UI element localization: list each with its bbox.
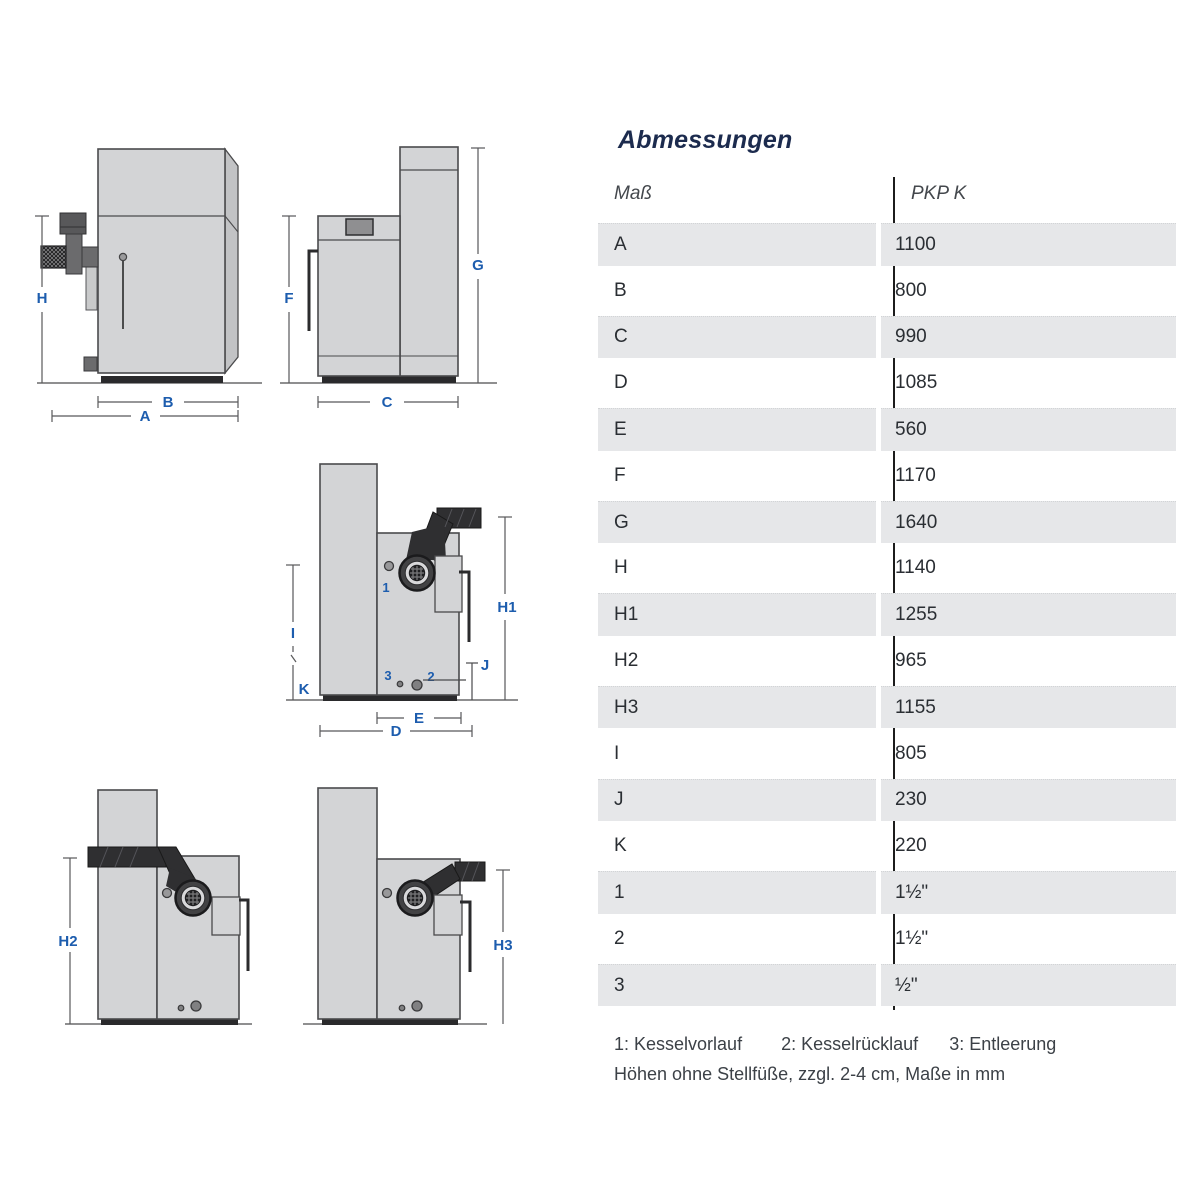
dim-label-h: H xyxy=(36,290,48,307)
table-row xyxy=(598,640,1192,686)
dimension-letter-cell: H xyxy=(614,557,628,579)
dimension-letter-cell: 1 xyxy=(598,871,876,914)
side-view-drawing xyxy=(280,147,497,411)
front-view-drawing xyxy=(35,149,262,425)
dim-label-h3: H3 xyxy=(493,937,513,954)
dimension-value-cell: 1640 xyxy=(881,501,1176,544)
dimension-letter-cell: 2 xyxy=(614,927,625,949)
fan-blower xyxy=(398,881,433,916)
dim-label-b: B xyxy=(162,394,174,411)
dim-label-d: D xyxy=(390,723,402,740)
dimension-value-cell: 965 xyxy=(895,649,927,671)
dimension-value-cell: ½" xyxy=(881,964,1176,1007)
dimension-value-cell: 560 xyxy=(881,408,1176,451)
table-row xyxy=(598,779,1192,825)
dim-label-f: F xyxy=(284,290,294,307)
dimension-value-cell: 220 xyxy=(895,835,927,857)
table-row xyxy=(598,223,1192,269)
rear-view-drawing xyxy=(286,464,518,740)
dim-label-c: C xyxy=(381,394,393,411)
table-header xyxy=(598,175,1192,219)
table-row xyxy=(598,269,1192,315)
dim-label-k: K xyxy=(298,681,310,698)
dim-label-j: J xyxy=(480,657,490,674)
dimension-value-cell: 1½" xyxy=(895,927,929,949)
dimension-letter-cell: I xyxy=(614,742,620,764)
dimensions-panel xyxy=(598,126,1194,1126)
dimension-value-cell: 1140 xyxy=(895,557,936,579)
port-label-3: 3 xyxy=(384,668,392,683)
table-row xyxy=(598,732,1192,778)
footnotes xyxy=(614,1031,1192,1088)
rear-view-flue-left-drawing xyxy=(58,790,252,1025)
table-row xyxy=(598,408,1192,454)
measurement-note: Höhen ohne Stellfüße, zzgl. 2-4 cm, Maße in mm xyxy=(614,1064,1006,1084)
dimension-value-cell: 1170 xyxy=(895,464,936,486)
dimension-letter-cell: K xyxy=(614,835,627,857)
page-title: Abmessungen xyxy=(618,126,793,154)
dimension-letter-cell: H3 xyxy=(598,686,876,729)
dimension-letter-cell: J xyxy=(598,779,876,822)
dimension-letter-cell: 3 xyxy=(598,964,876,1007)
dimension-letter-cell: C xyxy=(598,316,876,359)
dimension-value-cell: 1100 xyxy=(881,223,1176,266)
dimension-value-cell: 1255 xyxy=(881,593,1176,636)
dimension-table xyxy=(598,223,1192,1010)
port-label-2: 2 xyxy=(427,669,435,684)
table-row xyxy=(598,547,1192,593)
valve-assembly xyxy=(41,213,98,310)
dimension-value-cell: 805 xyxy=(895,742,927,764)
dimension-value-cell: 1155 xyxy=(881,686,1176,729)
table-row xyxy=(598,686,1192,732)
column-header-pkpk: PKP K xyxy=(911,183,967,204)
dimension-value-cell: 1085 xyxy=(895,372,938,394)
dimension-letter-cell: H2 xyxy=(614,649,639,671)
table-row xyxy=(598,964,1192,1010)
port-label-1: 1 xyxy=(382,580,390,595)
dimension-letter-cell: D xyxy=(614,372,628,394)
dimension-value-cell: 990 xyxy=(881,316,1176,359)
column-header-mass: Maß xyxy=(614,183,652,204)
dimension-letter-cell: H1 xyxy=(598,593,876,636)
table-row xyxy=(598,316,1192,362)
legend-item-1: 1: Kesselvorlauf xyxy=(614,1034,743,1054)
dimension-letter-cell: B xyxy=(614,279,627,301)
dimension-letter-cell: E xyxy=(598,408,876,451)
dim-label-a: A xyxy=(139,408,151,425)
legend-item-2: 2: Kesselrücklauf xyxy=(781,1034,919,1054)
flue-pipe xyxy=(406,508,481,562)
dimension-letter-cell: F xyxy=(614,464,626,486)
table-row xyxy=(598,362,1192,408)
rear-view-flue-right-drawing xyxy=(303,788,513,1025)
table-row xyxy=(598,501,1192,547)
dim-label-h2: H2 xyxy=(58,933,78,950)
table-row xyxy=(598,593,1192,639)
fan-blower xyxy=(400,556,435,591)
dim-label-i: I xyxy=(290,625,296,642)
table-row xyxy=(598,454,1192,500)
fan-blower xyxy=(176,881,211,916)
dimension-value-cell: 800 xyxy=(895,279,927,301)
boiler-dimension-drawings xyxy=(0,0,560,1200)
dimension-letter-cell: G xyxy=(598,501,876,544)
table-row xyxy=(598,825,1192,871)
dimension-letter-cell: A xyxy=(598,223,876,266)
dim-label-h1: H1 xyxy=(497,599,517,616)
dim-label-g: G xyxy=(472,257,484,274)
dimension-value-cell: 1½" xyxy=(881,871,1176,914)
dimension-value-cell: 230 xyxy=(881,779,1176,822)
legend-item-3: 3: Entleerung xyxy=(949,1034,1057,1054)
table-row xyxy=(598,917,1192,963)
table-row xyxy=(598,871,1192,917)
dim-label-e: E xyxy=(413,710,425,727)
